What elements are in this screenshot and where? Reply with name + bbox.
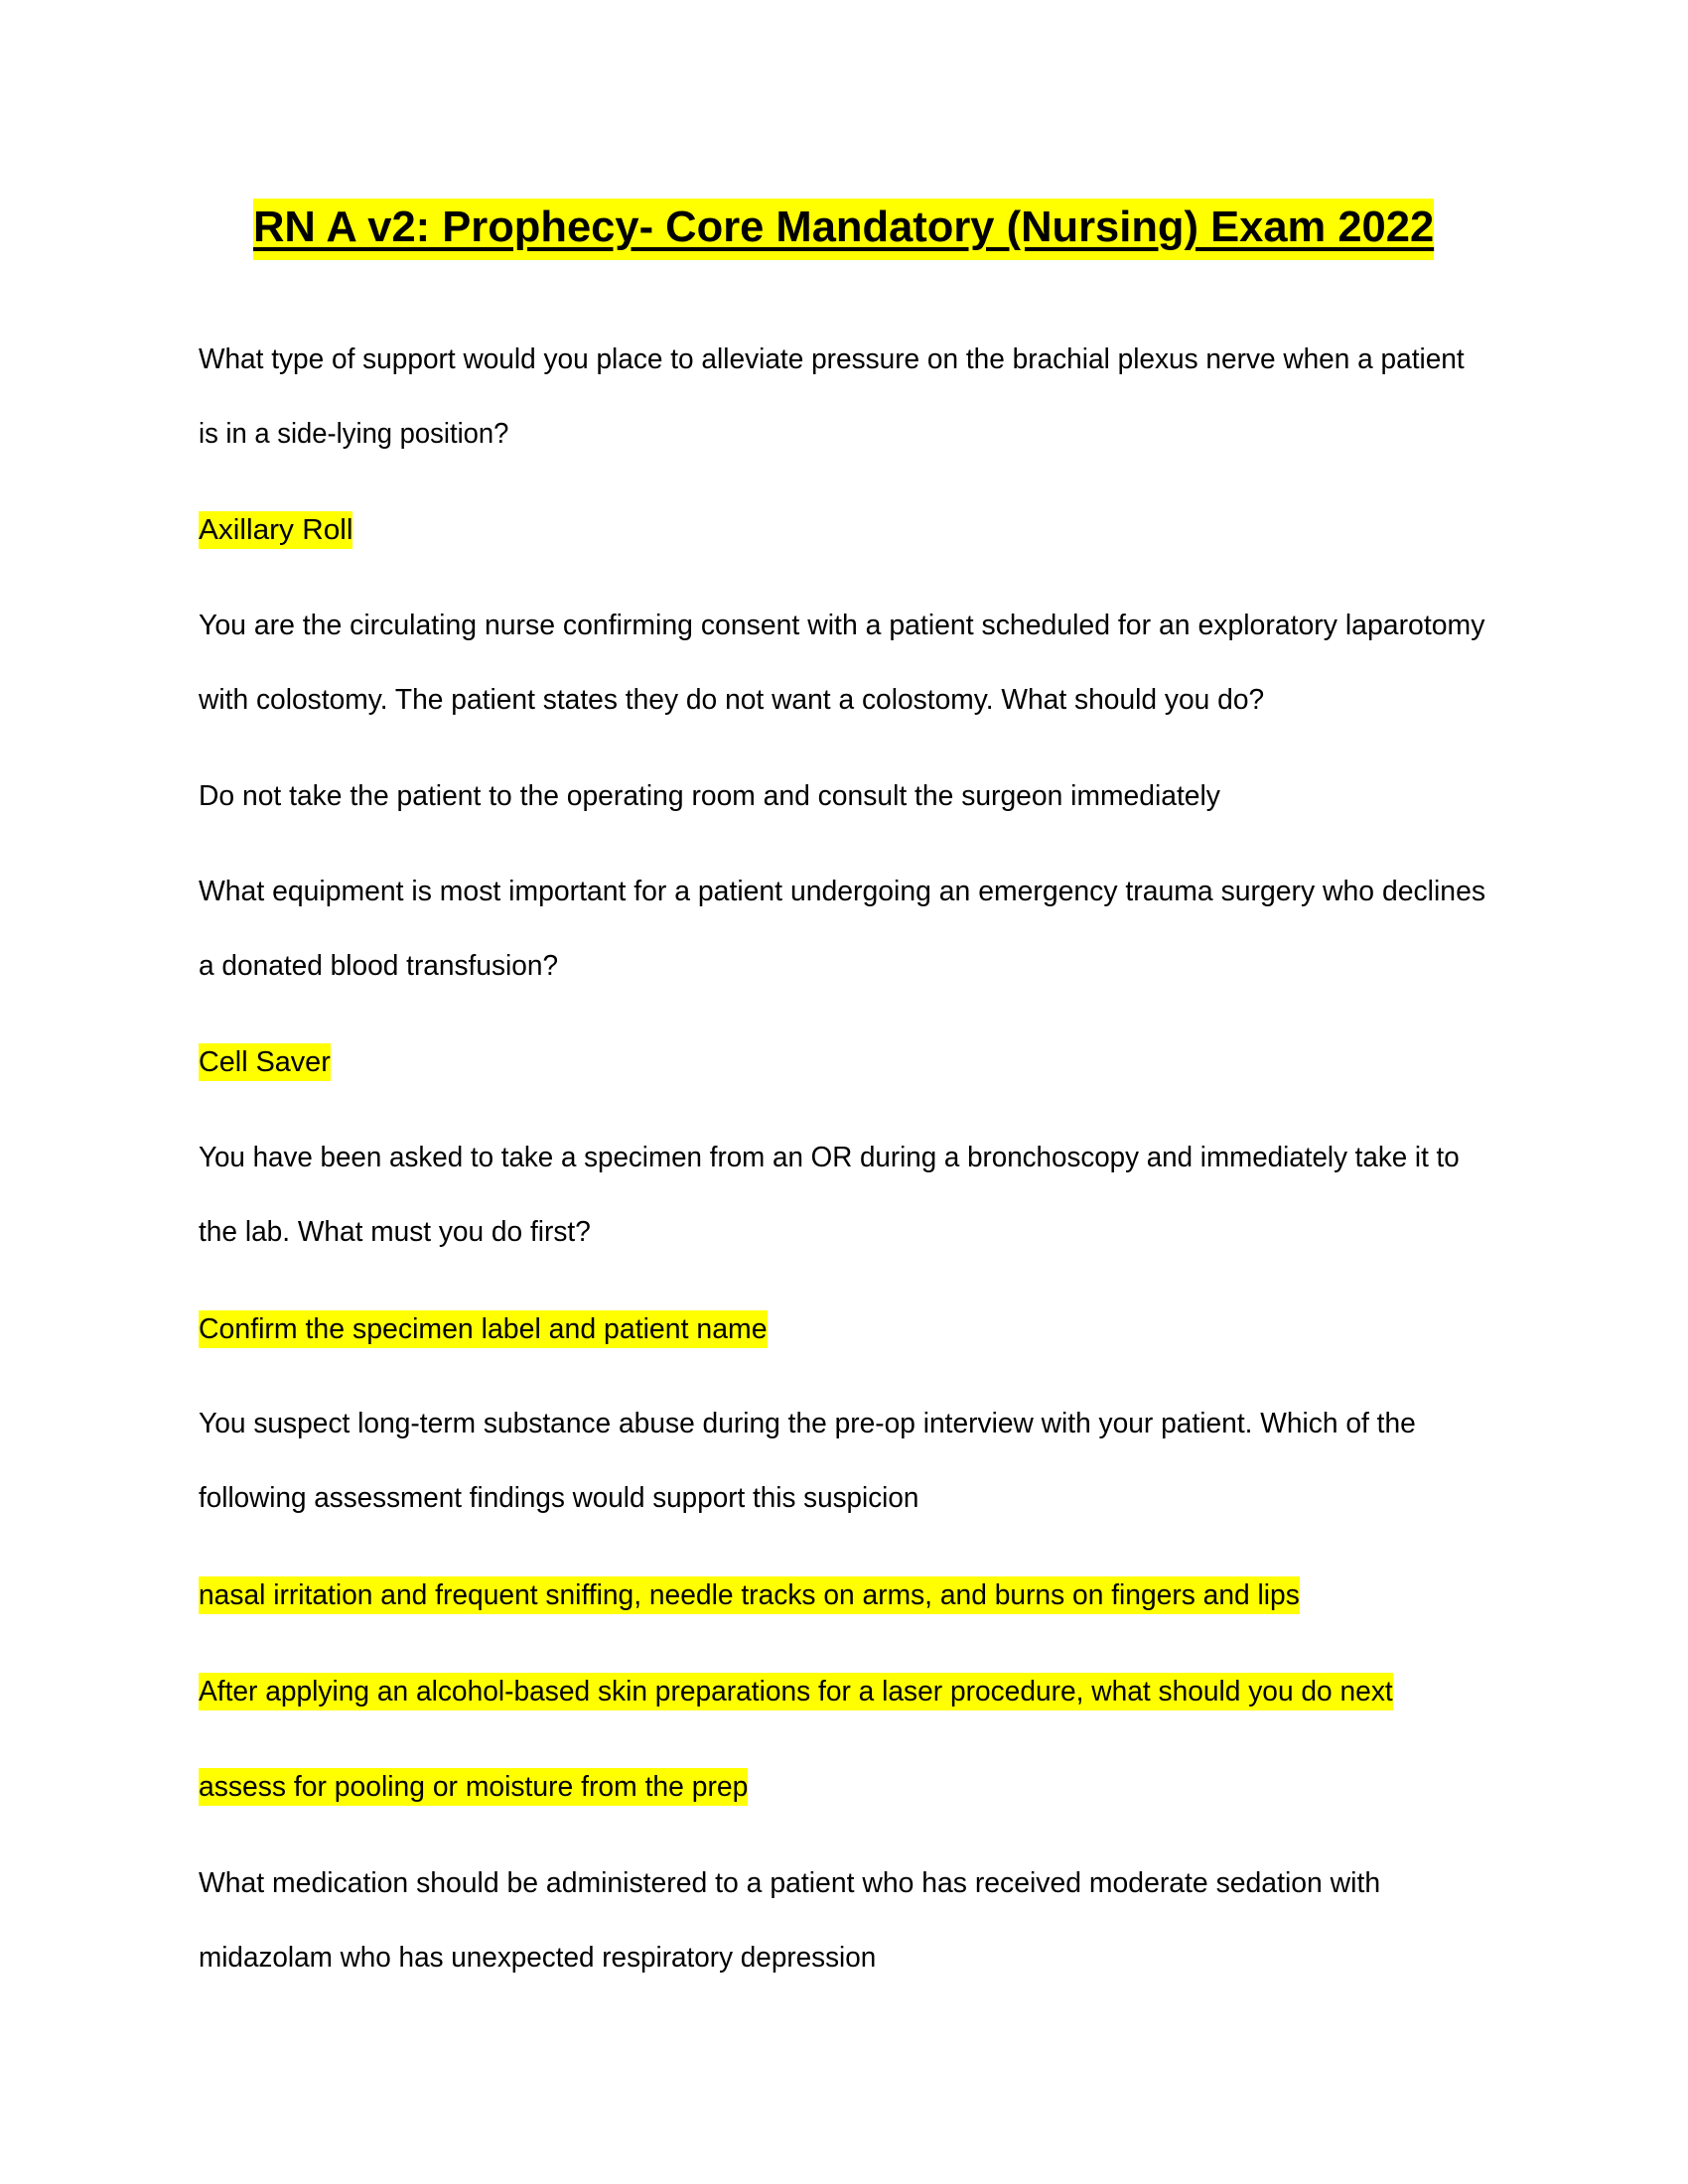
answer-2: Do not take the patient to the operating room and consult the surgeon immediately (199, 780, 1220, 812)
question-4-line-2: the lab. What must you do first? (199, 1216, 591, 1248)
answer-3: Cell Saver (199, 1043, 331, 1081)
question-2-line-2: with colostomy. The patient states they do not want a colostomy. What should you do? (199, 684, 1265, 716)
question-7-line-1: What medication should be administered to a patient who has received moderate sedation with (199, 1867, 1381, 1899)
answer-5: nasal irritation and frequent sniffing, needle tracks on arms, and burns on fingers and lips (199, 1576, 1300, 1614)
answer-1: Axillary Roll (199, 511, 352, 549)
question-5-line-2: following assessment findings would support this suspicion (199, 1482, 919, 1514)
question-1-line-2: is in a side-lying position? (199, 418, 509, 450)
question-4-line-1: You have been asked to take a specimen from an OR during a bronchoscopy and immediately take it to (199, 1142, 1460, 1173)
question-1-line-1: What type of support would you place to alleviate pressure on the brachial plexus nerve when a patient (199, 343, 1465, 375)
answer-6: assess for pooling or moisture from the prep (199, 1768, 748, 1806)
document-title: RN A v2: Prophecy- Core Mandatory (Nursing) Exam 2022 (253, 199, 1434, 260)
question-3-line-2: a donated blood transfusion? (199, 950, 559, 982)
question-7-line-2: midazolam who has unexpected respiratory depression (199, 1942, 877, 1974)
question-6-line-1: After applying an alcohol-based skin preparations for a laser procedure, what should you do next (199, 1673, 1393, 1710)
question-3-line-1: What equipment is most important for a patient undergoing an emergency trauma surgery who declines (199, 876, 1486, 907)
question-5-line-1: You suspect long-term substance abuse during the pre-op interview with your patient. Which of the (199, 1408, 1416, 1439)
answer-4: Confirm the specimen label and patient name (199, 1310, 768, 1348)
question-2-line-1: You are the circulating nurse confirming consent with a patient scheduled for an exploratory laparotomy (199, 610, 1485, 641)
